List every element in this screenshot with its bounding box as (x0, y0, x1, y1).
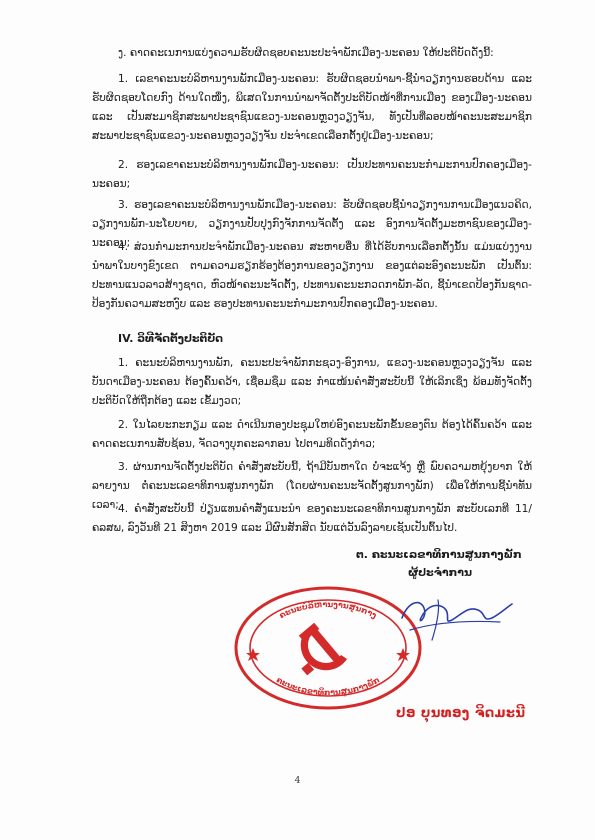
section-iv-paragraph-2: 2. ໃນໄລຍະກະກຽມ ແລະ ດຳເນີນກອງປະຊຸມໃຫຍ່ອົງຄະນະພັກຂັ້ນຂອງຕົນ ຕ້ອງໄດ້ຄົ້ນຄວ້າ ແລະ ຄາດຄະເນການສັບຊ້ອນ, ຈັດວາງບຸກຄະລາກອນ ໄປຕາມທິດດັ່ງກ່າວ; (92, 419, 532, 450)
paragraph-4: 4. ສ່ວນກຳມະການປະຈຳພັກເມືອງ-ນະຄອນ ສະຫາຍອື່ນ ທີ່ໄດ້ຮັບການເລືອກຕັ້ງນັ້ນ ແມ່ນແບ່ງງານນຳພາໃນບາງຂົງເຂດ ຕາມຄວາມຮຽກຮ້ອງຕ້ອງການຂອງວຽກງານ ຂອງແຕ່ລະອົງຄະນະພັກ ເປັນຕົ້ນ: ປະທານແນວລາວສ້າງຊາດ, ຫົວໜ້າຄະນະຈັດຕັ້ງ, ປະທານຄະນະກວດກາພັກ-ລັດ, ຊີ້ນຳເຂດປ້ອງກັນຊາດ-ປ້ອງກັນຄວາມສະຫງົບ ແລະ ຮອງປະທານຄະນະກຳມະການປົກຄອງເມືອງ-ນະຄອນ. (92, 241, 532, 310)
paragraph-2: 2. ຮອງເລຂາຄະນະບໍລິຫານງານພັກເມືອງ-ນະຄອນ: ເປັນປະທານຄະນະກຳມະການປົກຄອງເມືອງ-ນະຄອນ; (92, 159, 532, 190)
svg-text:ຄະນະເລຂາທິການສູນກາງພັກ: ຄະນະເລຂາທິການສູນກາງພັກ (274, 675, 382, 698)
signature-authority-role: ຜູ້ປະຈຳການ (408, 566, 473, 579)
section-iv-paragraph-3: 3. ຜ່ານການຈັດຕັ້ງປະຕິບັດ ຄຳສັ່ງສະບັບນີ້, ຖ້າມີບັນຫາໃດ ບໍ່ຈະແຈ້ງ ຫຼື ພົບຄວາມຫຍຸ້ງຍາກ ໃຫ້ລາຍງານ ຕໍ່ຄະນະເລຂາທິການສູນກາງພັກ (ໂດຍຜ່ານຄະນະຈັດຕັ້ງສູນກາງພັກ) ເພື່ອໃຫ້ການຊີ້ນຳທັນເວລາ; (92, 461, 532, 511)
handwritten-signature (350, 580, 520, 650)
signer-name: ປອ ບຸນທອງ ຈິດມະນີ (396, 706, 526, 721)
section-iv-heading: IV. ວິທີຈັດຕັ້ງປະຕິບັດ (118, 332, 224, 345)
paragraph-3: 3. ຮອງເລຂາຄະນະບໍລິຫານງານພັກເມືອງ-ນະຄອນ: ຮັບຜິດຊອບຊີ້ນຳວຽກງານການເມືອງແນວຄິດ, ວຽກງານພັກ-ນະໂຍບາຍ, ວຽກງານປັບປຸງກົງຈັກການຈັດຕັ້ງ ແລະ ອົງການຈັດຕັ້ງມະຫາຊົນຂອງເມືອງ-ນະຄອນ; (92, 199, 532, 249)
page-number: 4 (294, 776, 301, 786)
section-iv-paragraph-4: 4. ຄຳສັ່ງສະບັບນີ້ ປ່ຽນແທນຄຳສັ່ງແນະນຳ ຂອງຄະນະເລຂາທິການສູນກາງພັກ ສະບັບເລກທີ 11/ ຄລສພ, ລົງວັນທີ 21 ສິງຫາ 2019 ແລະ ມີຜົນສັກສິດ ນັບແຕ່ວັນລົງລາຍເຊັນເປັນຕົ້ນໄປ. (92, 503, 532, 534)
section-item-heading: ງ. ຄາດຄະເນການແບ່ງຄວາມຮັບຜິດຊອບຄະນະປະຈຳພັກເມືອງ-ນະຄອນ ໃຫ້ປະຕິບັດດັ່ງນີ້: (118, 47, 494, 59)
svg-text:ຄະນະບໍລິຫານງານສູນກາງ: ຄະນະບໍລິຫານງານສູນກາງ (277, 599, 379, 621)
signature-authority-title: ຕ. ຄະນະເລຂາທິການສູນກາງພັກ (356, 548, 522, 561)
paragraph-1: 1. ເລຂາຄະນະບໍລິຫານງານພັກເມືອງ-ນະຄອນ: ຮັບຜິດຊອບນຳພາ-ຊີ້ນຳວຽກງານຮອບດ້ານ ແລະ ຮັບຜິດຊອບໂດຍກົງ ດ້ານໃດໜຶ່ງ, ພິເສດໃນການນຳພາຈັດຕັ້ງປະຕິບັດໜ້າທີ່ການເມືອງ ຂອງເມືອງ-ນະຄອນ ແລະ ເປັນສະມາຊິກສະພາປະຊາຊົນແຂວງ-ນະຄອນຫຼວງວຽງຈັນ, ທັງເປັນທີ່ລອບໜ້າຄະນະສະມາຊິກສະພາປະຊາຊົນແຂວງ-ນະຄອນຫຼວງວຽງຈັນ ປະຈຳເຂດເລືອກຕັ້ງຢູ່ເມືອງ-ນະຄອນ; (92, 73, 532, 142)
section-iv-paragraph-1: 1. ຄະນະບໍລິຫານງານພັກ, ຄະນະປະຈຳພັກກະຊວງ-ອົງການ, ແຂວງ-ນະຄອນຫຼວງວຽງຈັນ ແລະ ບັນດາເມືອງ-ນະຄອນ ຕ້ອງຄົ້ນຄວ້າ, ເຊື່ອມຊຶມ ແລະ ກຳແໜ້ນຄຳສັ່ງສະບັບນີ້ ໃຫ້ເລິກເຊິ່ງ ພ້ອມທັງຈັດຕັ້ງປະຕິບັດໃຫ້ຖືກຕ້ອງ ແລະ ເຂັ້ມງວດ; (92, 357, 532, 407)
